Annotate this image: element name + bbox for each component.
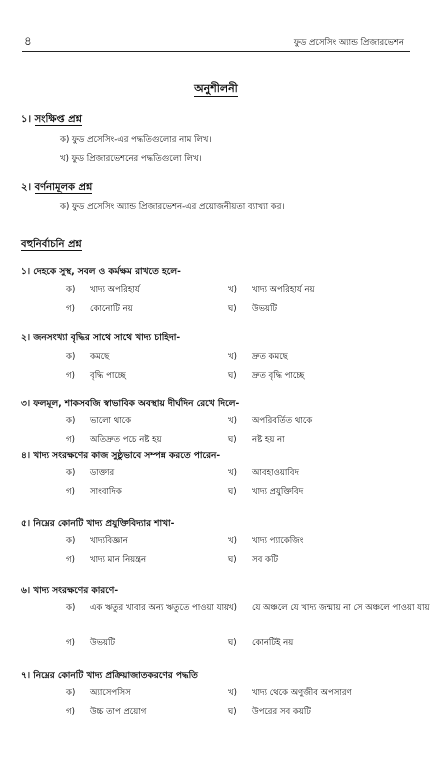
mcq-heading-text: বহুনির্বাচনি প্রশ্ন [21, 239, 82, 250]
option-text: অতিদ্রুত পচে নষ্ট হয় [90, 435, 162, 445]
mcq-question-2: ২। জনসংখ্যা বৃদ্ধির সাথে সাথে খাদ্য চাহিদা- [21, 333, 181, 343]
option-label: গ) [66, 555, 75, 565]
option-text: উভয়টি [90, 638, 116, 648]
option-label: ক) [66, 688, 76, 698]
mcq-option [66, 686, 131, 700]
option-label: ঘ) [228, 304, 237, 314]
option-label: খ) [228, 688, 237, 698]
mcq-question-6: ৬। খাদ্য সংরক্ষণের কারণে- [21, 586, 119, 596]
option-text: সব কটি [252, 555, 279, 565]
option-text: খাদ্য প্যাকেজিং [252, 536, 304, 546]
short-questions-title: সংক্ষিপ্ত প্রশ্ন [34, 114, 82, 125]
option-label: ক) [66, 468, 76, 478]
mcq-option [228, 705, 311, 719]
option-label: ক) [66, 285, 76, 295]
mcq-option [228, 636, 293, 650]
option-label: ঘ) [228, 487, 237, 497]
option-text: কোনোটি নয় [90, 304, 133, 314]
mcq-option [228, 466, 299, 480]
mcq-question-7: ৭। নিম্নের কোনটি খাদ্য প্রক্রিয়াজাতকরণের পদ্ধতি [21, 671, 198, 681]
option-label: খ) [228, 352, 237, 362]
mcq-option [66, 433, 162, 447]
option-label: গ) [66, 371, 75, 381]
mcq-option [66, 302, 133, 316]
running-header-title: ফুড প্রসেসিং অ্যান্ড প্রিজারভেশন [293, 38, 404, 48]
mcq-option [228, 553, 278, 567]
option-text: এক ঋতুর খাবার অন্য ঋতুতে পাওয়া যায় [90, 603, 230, 613]
mcq-option [228, 601, 432, 616]
short-question-item: ক) ফুড প্রসেসিং-এর পদ্ধতিগুলোর নাম লিখ। [60, 135, 212, 145]
option-text: দ্রুত বৃদ্ধি পাচ্ছে [252, 371, 305, 381]
mcq-option [66, 553, 146, 567]
option-text: ভালো থাকে [90, 416, 132, 426]
option-label: গ) [66, 487, 75, 497]
mcq-option [66, 636, 115, 650]
option-label: ঘ) [228, 555, 237, 565]
option-label: ক) [66, 352, 76, 362]
mcq-option [228, 686, 352, 700]
descriptive-questions-heading [21, 180, 92, 197]
short-questions-number: ১। [21, 114, 32, 125]
option-label: ঘ) [228, 638, 237, 648]
mcq-option [66, 534, 128, 548]
option-text: কোনটিই নয় [252, 638, 294, 648]
option-label: খ) [228, 416, 237, 426]
short-question-item: খ) ফুড প্রিজারভেশনের পদ্ধতিগুলো লিখ। [60, 154, 202, 164]
option-text: দ্রুত কমছে [252, 352, 288, 362]
option-text: খাদ্য অপরিহার্য নয় [252, 285, 315, 295]
mcq-option [228, 414, 312, 428]
mcq-option [228, 350, 288, 364]
option-label: খ) [228, 285, 237, 295]
short-questions-heading [21, 112, 82, 129]
mcq-option [66, 601, 229, 615]
option-text: উপরের সব কয়টি [252, 707, 311, 717]
mcq-question-5: ৫। নিম্নের কোনটি খাদ্য প্রযুক্তিবিদ্যার শাখা- [21, 519, 175, 529]
option-text: কমছে [90, 352, 110, 362]
page-title-text: অনুশীলনী [194, 82, 238, 95]
page-number: ৪ [24, 34, 32, 48]
option-text: অপরিবর্তিত থাকে [252, 416, 313, 426]
descriptive-questions-number: ২। [21, 182, 32, 193]
option-label: ঘ) [228, 707, 237, 717]
mcq-option [66, 369, 126, 383]
mcq-option [66, 705, 146, 719]
mcq-option [228, 302, 277, 316]
option-text: খাদ্য অপরিহার্য [90, 285, 140, 295]
option-text: ডাক্তার [90, 468, 115, 478]
mcq-question-1: ১। দেহকে সুস্থ, সবল ও কর্মক্ষম রাখতে হলে- [21, 267, 181, 277]
option-text: খাদ্য মান নিয়ন্ত্রন [90, 555, 147, 565]
option-label: খ) [228, 536, 237, 546]
option-label: গ) [66, 435, 75, 445]
option-label: ঘ) [228, 371, 237, 381]
option-text: যে অঞ্চলে যে খাদ্য জন্মায় না সে অঞ্চলে পাওয়া যায় [252, 603, 430, 613]
mcq-option [228, 485, 303, 499]
option-label: ঘ) [228, 435, 237, 445]
page-title [0, 80, 432, 99]
option-label: খ) [228, 468, 237, 478]
option-label: গ) [66, 638, 75, 648]
option-text: খাদ্যবিজ্ঞান [90, 536, 128, 546]
mcq-option [228, 534, 303, 548]
mcq-heading [21, 237, 82, 254]
mcq-option [66, 283, 140, 297]
option-text: আবহাওয়াবিদ [252, 468, 299, 478]
option-label: ক) [66, 416, 76, 426]
option-label: গ) [66, 304, 75, 314]
option-text: সাংবাদিক [90, 487, 122, 497]
option-text: খাদ্য প্রযুক্তিবিদ [252, 487, 304, 497]
option-label: গ) [66, 707, 75, 717]
header-divider [22, 51, 410, 52]
option-text: খাদ্য থেকে অণুজীব অপসারণ [252, 688, 352, 698]
mcq-option [66, 466, 114, 480]
option-text: উচ্চ তাপ প্রয়োগ [90, 707, 147, 717]
mcq-question-3: ৩। ফলমূল, শাকসবজি স্বাভাবিক অবস্থায় দীর্ঘদিন রেখে দিলে- [21, 399, 240, 409]
mcq-option [66, 350, 109, 364]
mcq-option [66, 485, 122, 499]
option-label: ক) [66, 536, 76, 546]
option-text: উভয়টি [252, 304, 278, 314]
descriptive-questions-title: বর্ণনামূলক প্রশ্ন [34, 182, 93, 193]
mcq-option [228, 433, 285, 447]
mcq-option [228, 369, 304, 383]
option-label: খ) [228, 603, 237, 613]
option-label: ক) [66, 603, 76, 613]
option-text: বৃদ্ধি পাচ্ছে [90, 371, 126, 381]
mcq-question-4: ৪। খাদ্য সংরক্ষণের কাজ সুষ্ঠুভাবে সম্পন্ন করতে পারেন- [21, 451, 221, 461]
descriptive-question-item: ক) ফুড প্রসেসিং অ্যান্ড প্রিজারভেশন-এর প্রয়োজনীয়তা ব্যাখ্যা কর। [60, 202, 285, 212]
mcq-option [66, 414, 131, 428]
option-text: নষ্ট হয় না [252, 435, 285, 445]
mcq-option [228, 283, 315, 297]
option-text: অ্যাসেপসিস [90, 688, 131, 698]
